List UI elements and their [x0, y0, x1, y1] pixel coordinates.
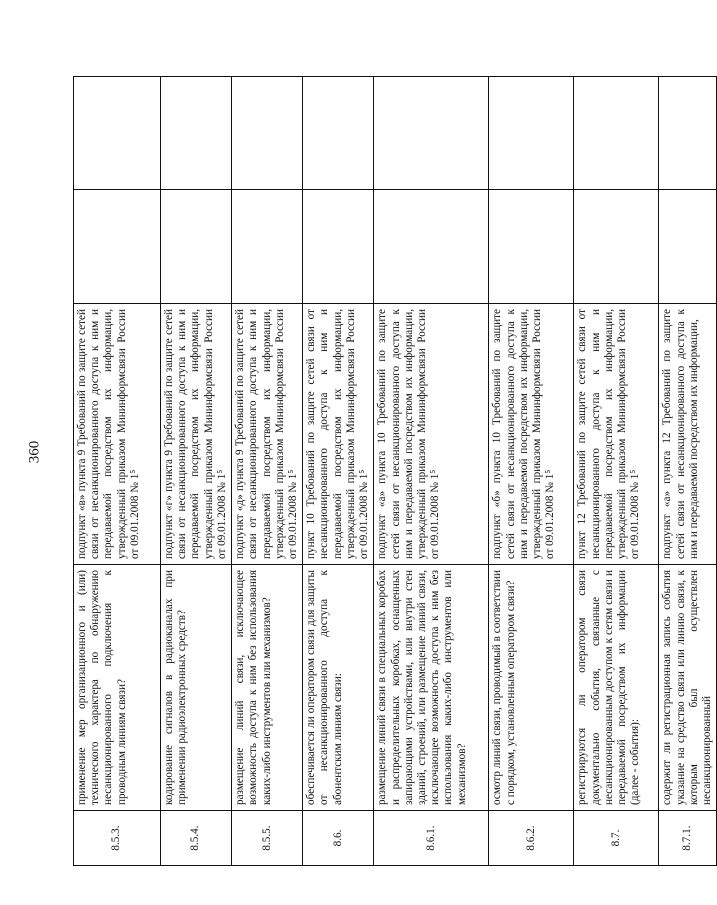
- empty-cell: [74, 190, 161, 304]
- legal-basis: подпункт «в» пункта 9 Требований по защите сетей связи от несанкционированного доступа к ним и передаваемой посредством их информации, утвержденный приказом Мининформсвязи России от 09.01.2008 № 1⁵: [74, 303, 161, 564]
- empty-cell: [374, 190, 489, 304]
- check-question: размещение линий связи в специальных коробах и распределительных коробках, оснащенных запирающими устройствами, или внутри стен зданий, строений, или размещение линий связи, исключающее возможность доступа к ним без использования каких-либо инструментов или механизмов?: [374, 564, 489, 810]
- empty-cell: [574, 76, 659, 190]
- table-row: [659, 76, 717, 865]
- check-question: размещение линий связи, исключающее возможность доступа к ним без использования каких-либо инструментов или механизмов?: [232, 564, 303, 810]
- check-question: осмотр линий связи, проводимый в соответствии с порядком, установленным оператором связи?: [489, 564, 574, 810]
- table-row: [232, 76, 303, 865]
- item-number: 8.7.1.: [659, 810, 717, 865]
- empty-cell: [489, 76, 574, 190]
- table-row: [374, 76, 489, 865]
- item-number: 8.6.: [303, 810, 374, 865]
- table-row: [161, 76, 232, 865]
- empty-cell: [489, 190, 574, 304]
- table-row: [489, 76, 574, 865]
- empty-cell: [374, 76, 489, 190]
- legal-basis: пункт 12 Требований по защите сетей связи от несанкционированного доступа к ним и передаваемой посредством их информации, утвержденный приказом Мининформсвязи России от 09.01.2008 № 1⁵: [574, 303, 659, 564]
- requirements-table: [73, 76, 717, 866]
- legal-basis: подпункт «д» пункта 9 Требований по защите сетей связи от несанкционированного доступа к ним и передаваемой посредством их информации, утвержденный приказом Мининформсвязи России от 09.01.2008 № 1⁵: [232, 303, 303, 564]
- table-row: [74, 76, 161, 865]
- table-row: [574, 76, 659, 865]
- check-question: регистрируются ли оператором связи документально события, связанные с несанкционированным доступом к сетям связи и передаваемой посредством их информации (далее - события):: [574, 564, 659, 810]
- empty-cell: [659, 76, 717, 190]
- item-number: 8.7.: [574, 810, 659, 865]
- legal-basis: подпункт «а» пункта 10 Требований по защите сетей связи от несанкционированного доступа к ним и передаваемой посредством их информации, утвержденный приказом Мининформсвязи России от 09.01.2008 № 1⁵: [374, 303, 489, 564]
- item-number: 8.6.2.: [489, 810, 574, 865]
- empty-cell: [303, 76, 374, 190]
- check-question: содержит ли регистрационная запись события указание на средство связи или линию связи, к которым был осуществлен несанкционированный: [659, 564, 717, 810]
- empty-cell: [161, 190, 232, 304]
- item-number: 8.5.3.: [74, 810, 161, 865]
- check-question: кодирование сигналов в радиоканалах при применении радиоэлектронных средств?: [161, 564, 232, 810]
- legal-basis: подпункт «а» пункта 12 Требований по защите сетей связи от несанкционированного доступа к ним и передаваемой посредством их информации,: [659, 303, 717, 564]
- empty-cell: [232, 76, 303, 190]
- empty-cell: [303, 190, 374, 304]
- requirements-page: [73, 76, 713, 866]
- legal-basis: подпункт «г» пункта 9 Требований по защите сетей связи от несанкционированного доступа к ним и передаваемой посредством их информации, утвержденный приказом Мининформсвязи России от 09.01.2008 № 1⁵: [161, 303, 232, 564]
- legal-basis: пункт 10 Требований по защите сетей связи от несанкционированного доступа к ним и передаваемой посредством их информации, утвержденный приказом Мининформсвязи России от 09.01.2008 № 1⁵: [303, 303, 374, 564]
- empty-cell: [659, 190, 717, 304]
- check-question: применение мер организационного и (или) технического характера по обнаружению несанкционированного подключения к проводным линиям связи?: [74, 564, 161, 810]
- table-row: [303, 76, 374, 865]
- item-number: 8.6.1.: [374, 810, 489, 865]
- legal-basis: подпункт «б» пункта 10 Требований по защите сетей связи от несанкционированного доступа к ним и передаваемой посредством их информации, утвержденный приказом Мининформсвязи России от 09.01.2008 № 1⁵: [489, 303, 574, 564]
- page-number: 360: [26, 440, 43, 464]
- item-number: 8.5.4.: [161, 810, 232, 865]
- item-number: 8.5.5.: [232, 810, 303, 865]
- check-question: обеспечивается ли оператором связи для защиты от несанкционированного доступа к абонентским линиям связи:: [303, 564, 374, 810]
- empty-cell: [161, 76, 232, 190]
- empty-cell: [232, 190, 303, 304]
- empty-cell: [74, 76, 161, 190]
- empty-cell: [574, 190, 659, 304]
